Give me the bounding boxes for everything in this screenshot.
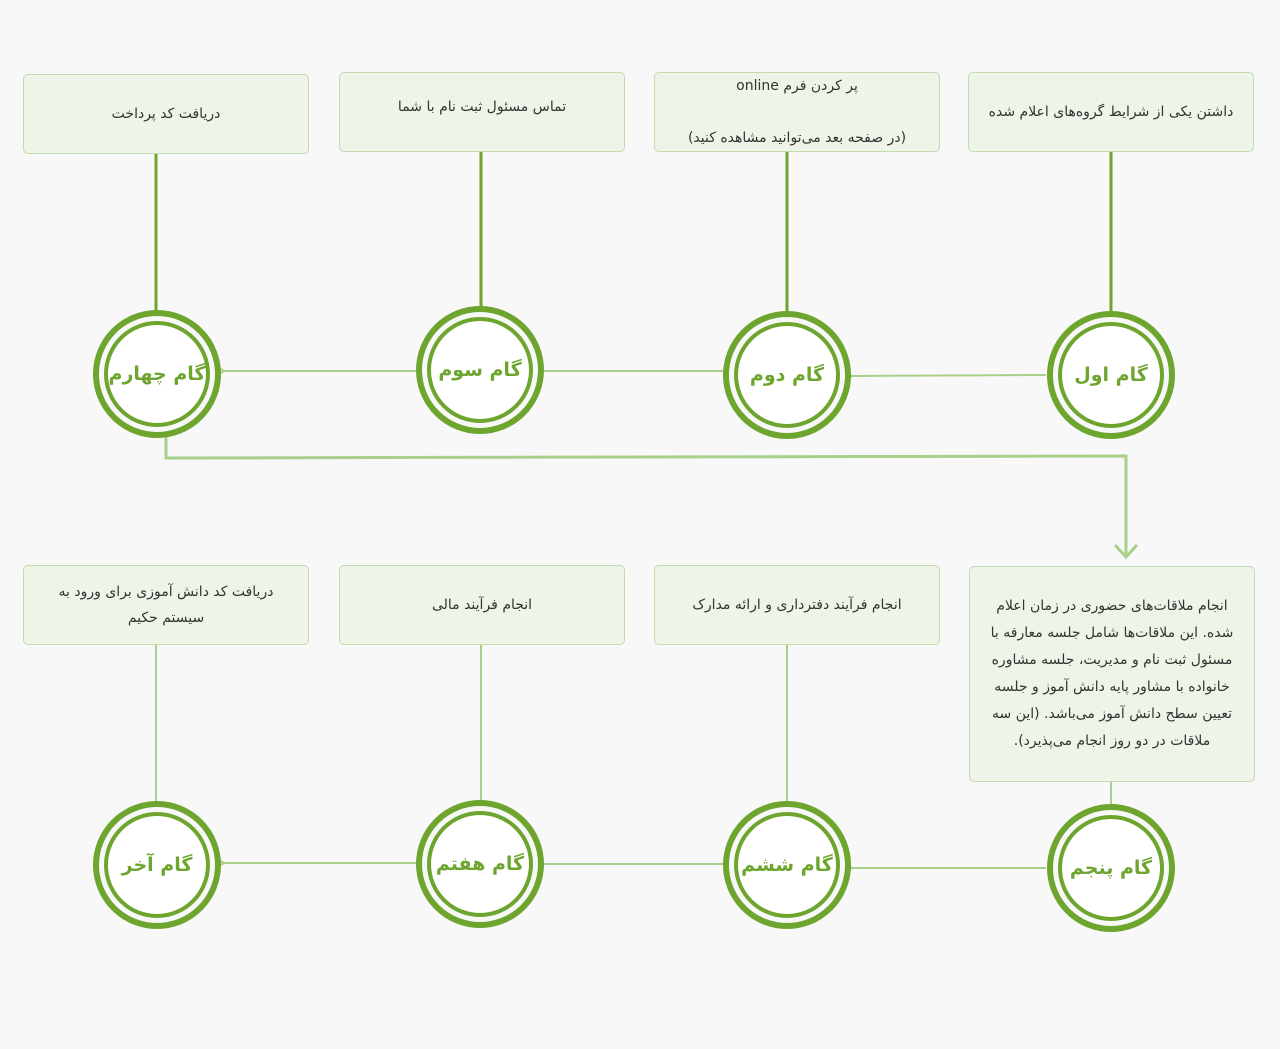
step-2-label: گام دوم	[749, 364, 825, 386]
step-2-circle	[723, 311, 851, 439]
step-8-label: گام آخر	[121, 854, 193, 876]
step-8-description: دریافت کد دانش آموزی برای ورود به سیستم حکیم	[58, 584, 274, 626]
step-6-description-box	[654, 565, 940, 645]
arrow-step1-step2	[852, 375, 1046, 376]
step-3-label: گام سوم	[438, 359, 522, 381]
step-1-circle	[1047, 311, 1175, 439]
step-2-description-line1: پر کردن فرم online	[736, 78, 858, 94]
step-7-description: انجام فرآیند مالی	[431, 597, 533, 613]
step-7-label: گام هفتم	[435, 853, 525, 875]
step-8-description-box	[23, 565, 309, 645]
connector-step4-box5	[166, 436, 1126, 556]
step-1-description-box	[968, 72, 1254, 152]
step-3-description-box	[339, 72, 625, 152]
step-4-description-box	[23, 74, 309, 154]
step-7-description-box	[339, 565, 625, 645]
step-7-circle	[416, 800, 544, 928]
step-1-description: داشتن یکی از شرایط گروه‌های اعلام شده	[988, 104, 1234, 120]
step-5-description: انجام ملاقات‌های حضوری در زمان اعلام شده. این ملاقات‌ها شامل جلسه معارفه با مسئول ثبت نام و مدیریت، جلسه مشاوره خانواده با مشاور پایه دانش آموز و جلسه تعیین سطح دانش آموز می‌باشد. (این سه ملاقات در دو روز انجام می‌پذیرد).	[990, 598, 1234, 749]
step-1-label: گام اول	[1074, 364, 1148, 386]
step-4-circle	[93, 310, 221, 438]
step-2-description	[688, 47, 906, 177]
step-6-description: انجام فرآیند دفترداری و ارائه مدارک	[692, 597, 902, 613]
step-2-description-box	[654, 72, 940, 152]
step-2-description-line2: (در صفحه بعد می‌توانید مشاهده کنید)	[687, 130, 907, 146]
step-5-circle	[1047, 804, 1175, 932]
step-4-description: دریافت کد پرداخت	[111, 106, 221, 122]
step-6-circle	[723, 801, 851, 929]
step-3-description: تماس مسئول ثبت نام با شما	[397, 99, 567, 115]
step-8-circle	[93, 801, 221, 929]
step-4-label: گام چهارم	[108, 363, 206, 385]
step-6-label: گام ششم	[741, 854, 833, 876]
step-5-label: گام پنجم	[1069, 857, 1153, 879]
step-3-circle	[416, 306, 544, 434]
step-5-description-box	[969, 566, 1255, 782]
